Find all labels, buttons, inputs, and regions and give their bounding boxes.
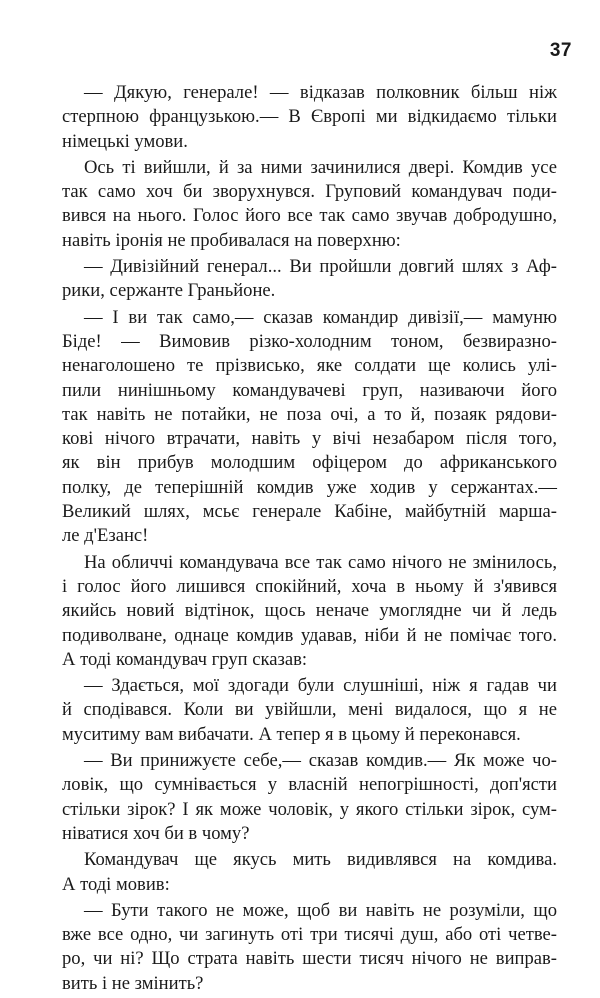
text-line: як він прибув молодшим офіцером до африканського bbox=[62, 452, 557, 474]
paragraph bbox=[62, 749, 557, 846]
text-line: ле д'Езанс! bbox=[62, 525, 149, 547]
paragraph bbox=[62, 848, 557, 897]
text-line: Командувач ще якусь мить видивлявся на комдива. bbox=[84, 849, 557, 871]
text-line: А тоді мовив: bbox=[62, 873, 170, 895]
text-line: Біде! — Вимовив різко-холодним тоном, безвиразно- bbox=[62, 330, 557, 352]
text-line: полку, де теперішній комдив уже ходив у сержантах.— bbox=[62, 476, 557, 498]
text-line: Ось ті вийшли, й за ними зачинилися двері. Комдив усе bbox=[84, 156, 557, 178]
paragraph bbox=[62, 306, 557, 549]
text-line: А тоді командувач груп сказав: bbox=[62, 648, 308, 670]
text-line: — Дивізійний генерал... Ви пройшли довгий шлях з Аф- bbox=[84, 256, 557, 278]
paragraph bbox=[62, 551, 557, 672]
text-line: вить і не змінить? bbox=[62, 972, 204, 994]
text-line: якийсь новий відтінок, щось неначе умоглядне чи й ледь bbox=[62, 600, 557, 622]
text-line: — Ви принижуєте себе,— сказав комдив.— Як може чо- bbox=[84, 750, 557, 772]
text-line: стерпною французькою.— В Європі ми відкидаємо тільки bbox=[62, 106, 557, 128]
text-line: і голос його лишився спокійний, хоча в ньому й з'явився bbox=[62, 575, 557, 597]
text-line: — Бути такого не може, щоб ви навіть не розуміли, що bbox=[84, 899, 557, 921]
paragraph bbox=[62, 255, 557, 304]
text-line: подиволване, однаце комдив удавав, ніби й не помічає того. bbox=[62, 624, 557, 646]
paragraph bbox=[62, 674, 557, 747]
text-line: пили нинішньому командувачеві груп, називаючи його bbox=[62, 379, 557, 401]
text-line: вився на нього. Голос його все так само звучав добродушно, bbox=[62, 205, 557, 227]
text-line: так навіть не потайки, не поза очі, а то й, позаяк рядови- bbox=[62, 403, 557, 425]
text-line: На обличчі командувача все так само нічого не змінилось, bbox=[84, 551, 557, 573]
text-line: — Здається, мої здогади були слушніші, ніж я гадав чи bbox=[84, 675, 557, 697]
paragraph bbox=[62, 156, 557, 253]
text-line: ніватися хоч би в чому? bbox=[62, 822, 250, 844]
text-line: — І ви так само,— сказав командир дивізії,— мамуню bbox=[84, 306, 557, 328]
text-line: навіть іронія не пробивалася на поверхню: bbox=[62, 229, 401, 251]
body-text bbox=[62, 81, 557, 998]
page-number: 37 bbox=[549, 40, 572, 61]
text-line: й сподівався. Коли ви увійшли, мені видалося, що я не bbox=[62, 699, 557, 721]
text-line: так само хоч би зворухнувся. Груповий командувач поди- bbox=[62, 181, 557, 203]
text-line: кові нічого втрачати, навіть у вічі незабаром після того, bbox=[62, 428, 557, 450]
text-line: Великий шлях, мсьє генерале Кабіне, майбутній марша- bbox=[62, 501, 557, 523]
text-line: ловік, що сумнівається у власній непогрішності, доп'ясти bbox=[62, 774, 557, 796]
text-line: рики, сержанте Граньйоне. bbox=[62, 280, 276, 302]
text-line: ненаголошено те прізвисько, яке солдати ще колись улі- bbox=[62, 355, 557, 377]
paragraph bbox=[62, 899, 557, 996]
text-line: вже все одно, чи загинуть оті три тисячі душ, або оті четве- bbox=[62, 924, 557, 946]
text-line: — Дякую, генерале! — відказав полковник більш ніж bbox=[84, 82, 557, 103]
text-line: ро, чи ні? Що страта навіть шести тисяч нічого не виправ- bbox=[62, 948, 557, 970]
paragraph bbox=[62, 81, 557, 154]
text-line: німецькі умови. bbox=[62, 130, 188, 152]
text-line: муситиму вам вибачати. А тепер я в цьому й переконався. bbox=[62, 723, 521, 745]
text-line: стільки зірок? І як може чоловік, у якого стільки зірок, сум- bbox=[62, 798, 557, 820]
